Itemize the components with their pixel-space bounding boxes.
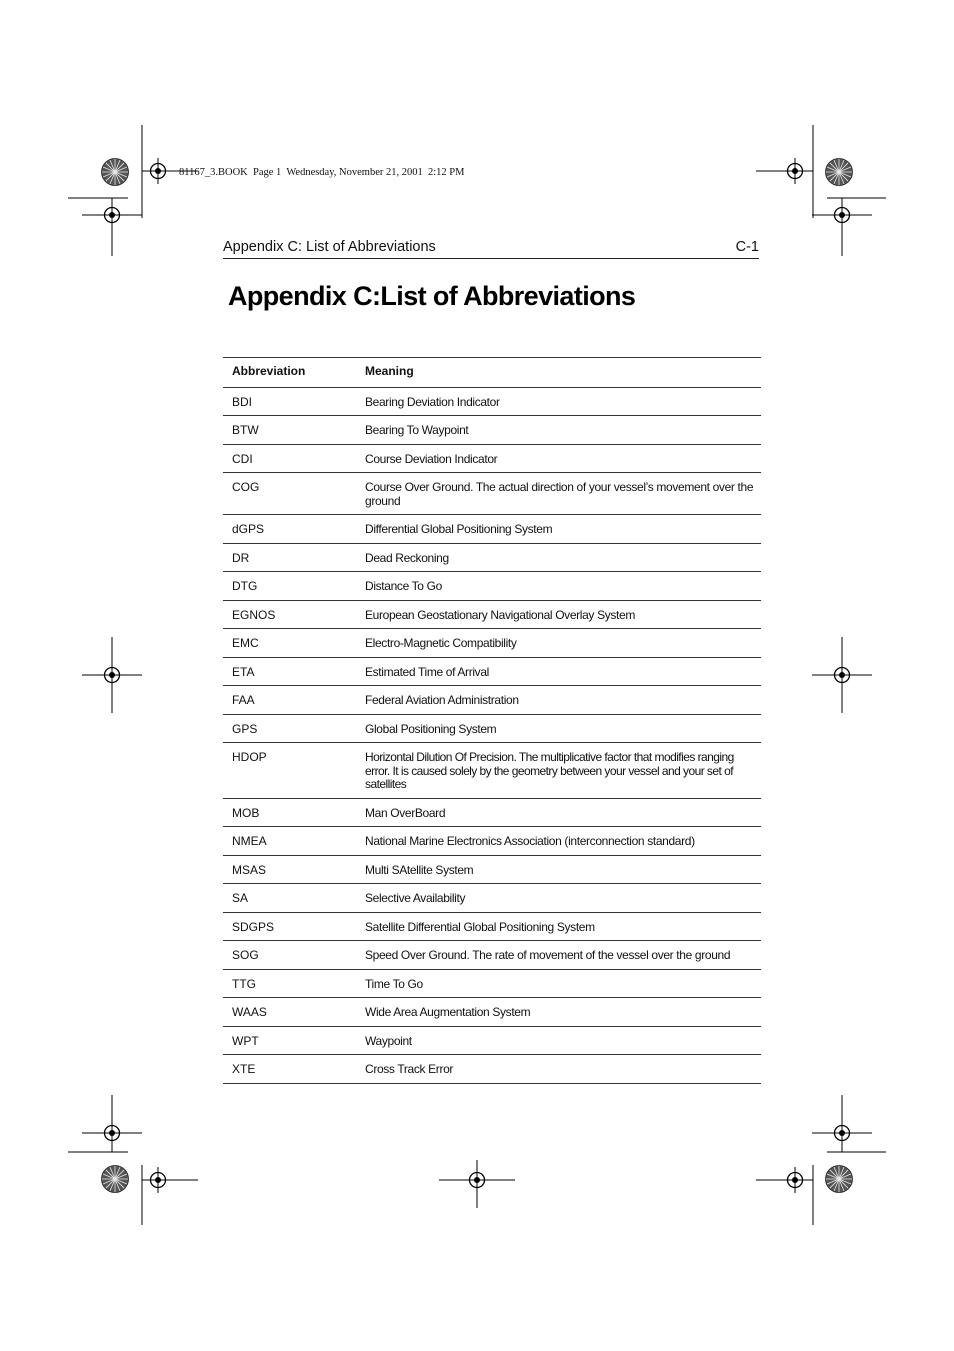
table-body bbox=[223, 387, 761, 1083]
meaning-cell: Electro-Magnetic Compatibility bbox=[356, 629, 761, 658]
meaning-cell: Bearing Deviation Indicator bbox=[356, 387, 761, 416]
abbreviation-cell: MOB bbox=[223, 798, 356, 827]
table-row bbox=[223, 969, 761, 998]
meaning-cell: Wide Area Augmentation System bbox=[356, 998, 761, 1027]
abbreviation-cell: FAA bbox=[223, 686, 356, 715]
abbreviations-table bbox=[223, 357, 761, 1084]
abbreviation-cell: EGNOS bbox=[223, 600, 356, 629]
abbreviation-cell: SDGPS bbox=[223, 912, 356, 941]
table-row bbox=[223, 941, 761, 970]
abbreviation-cell: DR bbox=[223, 543, 356, 572]
table-row bbox=[223, 416, 761, 445]
page-title: Appendix C:List of Abbreviations bbox=[228, 281, 636, 311]
meaning-cell: Dead Reckoning bbox=[356, 543, 761, 572]
abbreviation-cell: WAAS bbox=[223, 998, 356, 1027]
table-row bbox=[223, 387, 761, 416]
meaning-cell: National Marine Electronics Association (interconnection standard) bbox=[356, 827, 761, 856]
table-row bbox=[223, 629, 761, 658]
meaning-cell: Man OverBoard bbox=[356, 798, 761, 827]
table-row bbox=[223, 884, 761, 913]
meaning-cell: Differential Global Positioning System bbox=[356, 515, 761, 544]
meaning-cell: Course Over Ground. The actual direction of your vessel’s movement over the ground bbox=[356, 473, 761, 515]
abbreviation-cell: BDI bbox=[223, 387, 356, 416]
page-number: C-1 bbox=[735, 239, 759, 255]
meaning-cell: Cross Track Error bbox=[356, 1055, 761, 1084]
abbreviation-cell: CDI bbox=[223, 444, 356, 473]
abbreviation-cell: dGPS bbox=[223, 515, 356, 544]
table-row bbox=[223, 855, 761, 884]
meaning-cell: Multi SAtellite System bbox=[356, 855, 761, 884]
table-header-row bbox=[223, 358, 761, 388]
meaning-cell: Waypoint bbox=[356, 1026, 761, 1055]
meaning-cell: Speed Over Ground. The rate of movement of the vessel over the ground bbox=[356, 941, 761, 970]
column-header-meaning: Meaning bbox=[356, 358, 761, 388]
meaning-cell: Course Deviation Indicator bbox=[356, 444, 761, 473]
abbreviation-cell: COG bbox=[223, 473, 356, 515]
meaning-cell: Selective Availability bbox=[356, 884, 761, 913]
table-row bbox=[223, 444, 761, 473]
table-row bbox=[223, 743, 761, 799]
meaning-cell: Global Positioning System bbox=[356, 714, 761, 743]
print-slug: 81167_3.BOOK Page 1 Wednesday, November 21, 2001 2:12 PM bbox=[179, 167, 465, 178]
abbreviation-cell: BTW bbox=[223, 416, 356, 445]
table-row bbox=[223, 827, 761, 856]
table-row bbox=[223, 657, 761, 686]
abbreviation-cell: GPS bbox=[223, 714, 356, 743]
running-header bbox=[223, 239, 759, 259]
meaning-cell: Distance To Go bbox=[356, 572, 761, 601]
meaning-cell: Satellite Differential Global Positioning System bbox=[356, 912, 761, 941]
meaning-cell: European Geostationary Navigational Overlay System bbox=[356, 600, 761, 629]
table-row bbox=[223, 686, 761, 715]
table-row bbox=[223, 1026, 761, 1055]
table-row bbox=[223, 912, 761, 941]
column-header-abbreviation: Abbreviation bbox=[223, 358, 356, 388]
abbreviation-cell: ETA bbox=[223, 657, 356, 686]
table-row bbox=[223, 714, 761, 743]
table-row bbox=[223, 572, 761, 601]
abbreviation-cell: DTG bbox=[223, 572, 356, 601]
abbreviation-cell: XTE bbox=[223, 1055, 356, 1084]
abbreviation-cell: SA bbox=[223, 884, 356, 913]
table-row bbox=[223, 473, 761, 515]
table-row bbox=[223, 1055, 761, 1084]
meaning-cell: Bearing To Waypoint bbox=[356, 416, 761, 445]
abbreviation-cell: WPT bbox=[223, 1026, 356, 1055]
abbreviation-cell: SOG bbox=[223, 941, 356, 970]
abbreviation-cell: EMC bbox=[223, 629, 356, 658]
table-row bbox=[223, 798, 761, 827]
table-row bbox=[223, 600, 761, 629]
meaning-cell: Estimated Time of Arrival bbox=[356, 657, 761, 686]
meaning-cell: Time To Go bbox=[356, 969, 761, 998]
meaning-cell: Horizontal Dilution Of Precision. The multiplicative factor that modifies ranging error. It is caused solely by the geometry between your vessel and your set of satellites bbox=[356, 743, 761, 799]
table-row bbox=[223, 515, 761, 544]
abbreviation-cell: MSAS bbox=[223, 855, 356, 884]
meaning-cell: Federal Aviation Administration bbox=[356, 686, 761, 715]
abbreviation-cell: NMEA bbox=[223, 827, 356, 856]
running-header-title: Appendix C: List of Abbreviations bbox=[223, 239, 436, 255]
table-row bbox=[223, 543, 761, 572]
abbreviation-cell: HDOP bbox=[223, 743, 356, 799]
abbreviation-cell: TTG bbox=[223, 969, 356, 998]
table-row bbox=[223, 998, 761, 1027]
